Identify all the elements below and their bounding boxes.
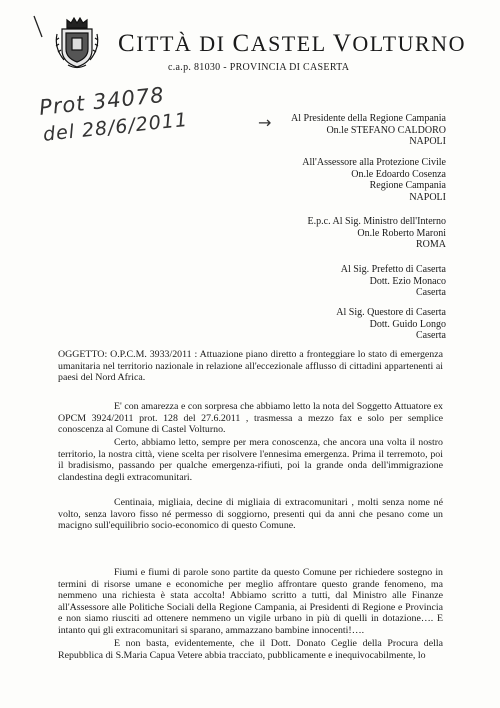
recipient-line: On.le Edoardo Cosenza	[351, 168, 446, 180]
letter-paragraph: Fiumi e fiumi di parole sono partite da questo Comune per richiedere sostegno in termini di risorse umane e economiche per meglio affrontare questo grande fenomeno, ma nemmeno una richiesta è stata accolta! Abbiamo scritto a tutti, dal Ministro alle Finanze all'Assessore alle Politiche Sociali della Regione Campania, ai Presidenti di Regione e Provincia e non siamo riusciti ad ottenere nemmeno un vigile urbano in più di quelli in dotazione…. E intanto qui gli extracomunitari si sparano, ammazzano bambine innocenti!….	[58, 567, 443, 636]
city-title: CITTÀ DI CASTEL VOLTURNO	[118, 30, 466, 57]
recipient-line: Al Sig. Prefetto di Caserta	[340, 264, 446, 275]
recipient-line: ROMA	[415, 239, 446, 250]
recipient-line: Dott. Guido Longo	[369, 318, 446, 330]
recipient-line: All'Assessore alla Protezione Civile	[302, 157, 446, 168]
postal-code-province: c.a.p. 81030 - PROVINCIA DI CASERTA	[168, 62, 350, 73]
letter-paragraph: Centinaia, migliaia, decine di migliaia di extracomunitari , molti senza nome né volto, senza lavoro fisso né permesso di soggiorno, presenti qui da anni che pesano come un macigno sull'equilibrio socio-economico di questo Comune.	[58, 497, 443, 532]
recipient-assessore	[302, 157, 446, 203]
recipient-line: NAPOLI	[409, 136, 446, 147]
subject-label: OGGETTO:	[58, 349, 108, 360]
recipient-prefetto	[341, 264, 446, 299]
handwritten-protocol-number: Prot 34078	[38, 82, 166, 120]
pen-tick-mark	[33, 15, 43, 39]
recipient-line: Dott. Ezio Monaco	[369, 275, 446, 287]
letter-paragraph: Certo, abbiamo letto, sempre per mera conoscenza, che ancora una volta il nostro territorio, la nostra città, viene scelta per risolvere l'ennesima emergenza. Prima il terremoto, poi il bradisismo, passando per qualche emergenza-rifiuti, poi la grande onda dell'immigrazione clandestina degli extracomunitari.	[58, 437, 443, 483]
letter-paragraph: E' con amarezza e con sorpresa che abbiamo letto la nota del Soggetto Attuatore ex OPCM 3924/2011 prot. 128 del 27.6.2011 , trasmessa a mezzo fax e solo per semplice conoscenza al Comune di Castel Volturno.	[58, 401, 443, 436]
subject-line	[58, 349, 443, 384]
recipient-line: Caserta	[416, 330, 446, 341]
recipient-line: On.le STEFANO CALDORO	[326, 124, 446, 136]
letter-paragraph: E non basta, evidentemente, che il Dott. Donato Ceglie della Procura della Repubblica di S.Maria Capua Vetere abbia tracciato, pubblicamente e inequivocabilmente, lo	[58, 638, 443, 661]
recipient-presidente	[291, 113, 446, 148]
handwritten-arrow-icon: →	[258, 113, 273, 132]
recipient-line: Caserta	[416, 287, 446, 298]
recipient-line: NAPOLI	[409, 191, 446, 203]
recipient-line: Al Presidente della Regione Campania	[291, 113, 446, 124]
municipal-crest-icon	[52, 14, 102, 70]
recipient-line: E.p.c. Al Sig. Ministro dell'Interno	[307, 216, 446, 227]
recipient-line: Regione Campania	[369, 180, 446, 191]
recipient-line: On.le Roberto Maroni	[357, 227, 446, 239]
recipient-line: Al Sig. Questore di Caserta	[336, 307, 446, 318]
subject-text: O.P.C.M. 3933/2011 : Attuazione piano diretto a fronteggiare lo stato di emergenza umanitaria nel territorio nazionale in relazione all'eccezionale afflusso di cittadini appartenenti ai paesi del Nord Africa.	[58, 349, 443, 384]
recipient-questore	[336, 307, 446, 342]
recipient-ministro	[308, 216, 446, 251]
handwritten-protocol-date: del 28/6/2011	[42, 108, 190, 146]
